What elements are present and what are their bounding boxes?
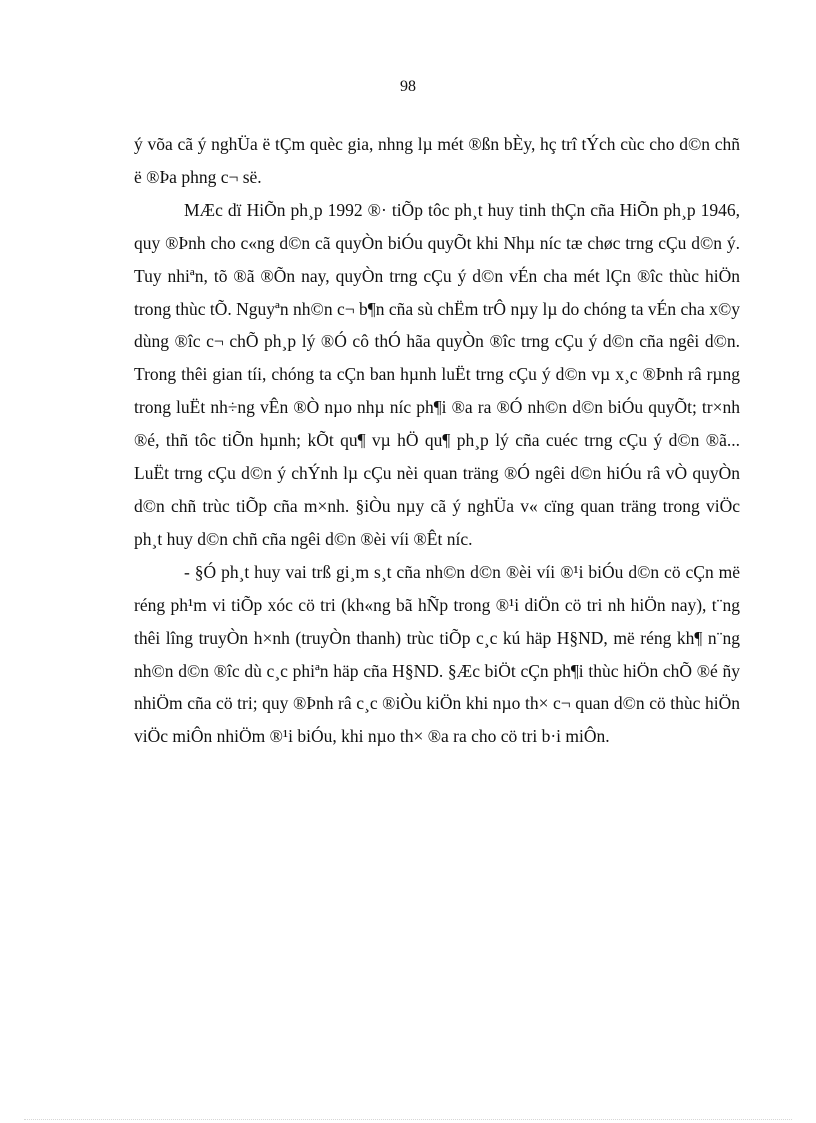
page-number: 98 [400, 78, 416, 95]
paragraph-supervision: - §Ó ph¸t huy vai trß gi¸m s¸t cña nh©n d©n ®èi víi ®¹i biÓu d©n cö cÇn më réng ph¹m vi tiÕp xóc cö tri (kh«ng bã hÑp trong ®¹i diÖn cö tri nh hiÖn nay), t¨ng thêi lîng truyÒn h×nh (truyÒn thanh) trùc tiÕp c¸c kú häp H§ND, më réng kh¶ n¨ng nh©n d©n ®îc dù c¸c phiªn häp cña H§ND. §Æc biÖt cÇn ph¶i thùc hiÖn chÕ ®é ñy nhiÖm cña cö tri; quy ®Þnh râ c¸c ®iÒu kiÖn khi nµo th× c¬ quan d©n cö thùc hiÖn viÖc miÔn nhiÖm ®¹i biÓu, khi nµo th× ®a ra cho cö tri b·i miÔn. [134, 561, 740, 747]
body-text [134, 128, 740, 753]
page-bottom-rule [24, 1119, 792, 1120]
paragraph-intro: ý võa cã ý nghÜa ë tÇm quèc gia, nhng lµ mét ®ßn bÈy, hç trî tÝch cùc cho d©n chñ ë ®Þa phng c¬ së. [134, 134, 740, 187]
paragraph-referendum: MÆc dï HiÕn ph¸p 1992 ®· tiÕp tôc ph¸t huy tinh thÇn cña HiÕn ph¸p 1946, quy ®Þnh cho c«ng d©n cã quyÒn biÓu quyÕt khi Nhµ níc tæ chøc trng cÇu d©n ý. Tuy nhiªn, tõ ®ã ®Õn nay, quyÒn trng cÇu ý d©n vÉn cha mét lÇn ®îc thùc hiÖn trong thùc tÕ. Nguyªn nh©n c¬ b¶n cña sù chËm trÔ nµy lµ do chóng ta vÉn cha x©y dùng ®îc c¬ chÕ ph¸p lý ®Ó cô thÓ hãa quyÒn ®îc trng cÇu ý d©n cña ngêi d©n. Trong thêi gian tíi, chóng ta cÇn ban hµnh luËt trng cÇu ý d©n vµ x¸c ®Þnh râ rµng trong luËt nh÷ng vÊn ®Ò nµo nhµ níc ph¶i ®a ra ®Ó nh©n d©n biÓu quyÕt; tr×nh ®é, thñ tôc tiÕn hµnh; kÕt qu¶ vµ hÖ qu¶ ph¸p lý cña cuéc trng cÇu ý d©n ®ã... LuËt trng cÇu d©n ý chÝnh lµ cÇu nèi quan träng ®Ó ngêi d©n hiÓu râ vÒ quyÒn d©n chñ trùc tiÕp cña m×nh. §iÒu nµy cã ý nghÜa v« cïng quan träng trong viÖc ph¸t huy d©n chñ cña ngêi d©n ®èi víi ®Êt níc. [134, 199, 740, 549]
